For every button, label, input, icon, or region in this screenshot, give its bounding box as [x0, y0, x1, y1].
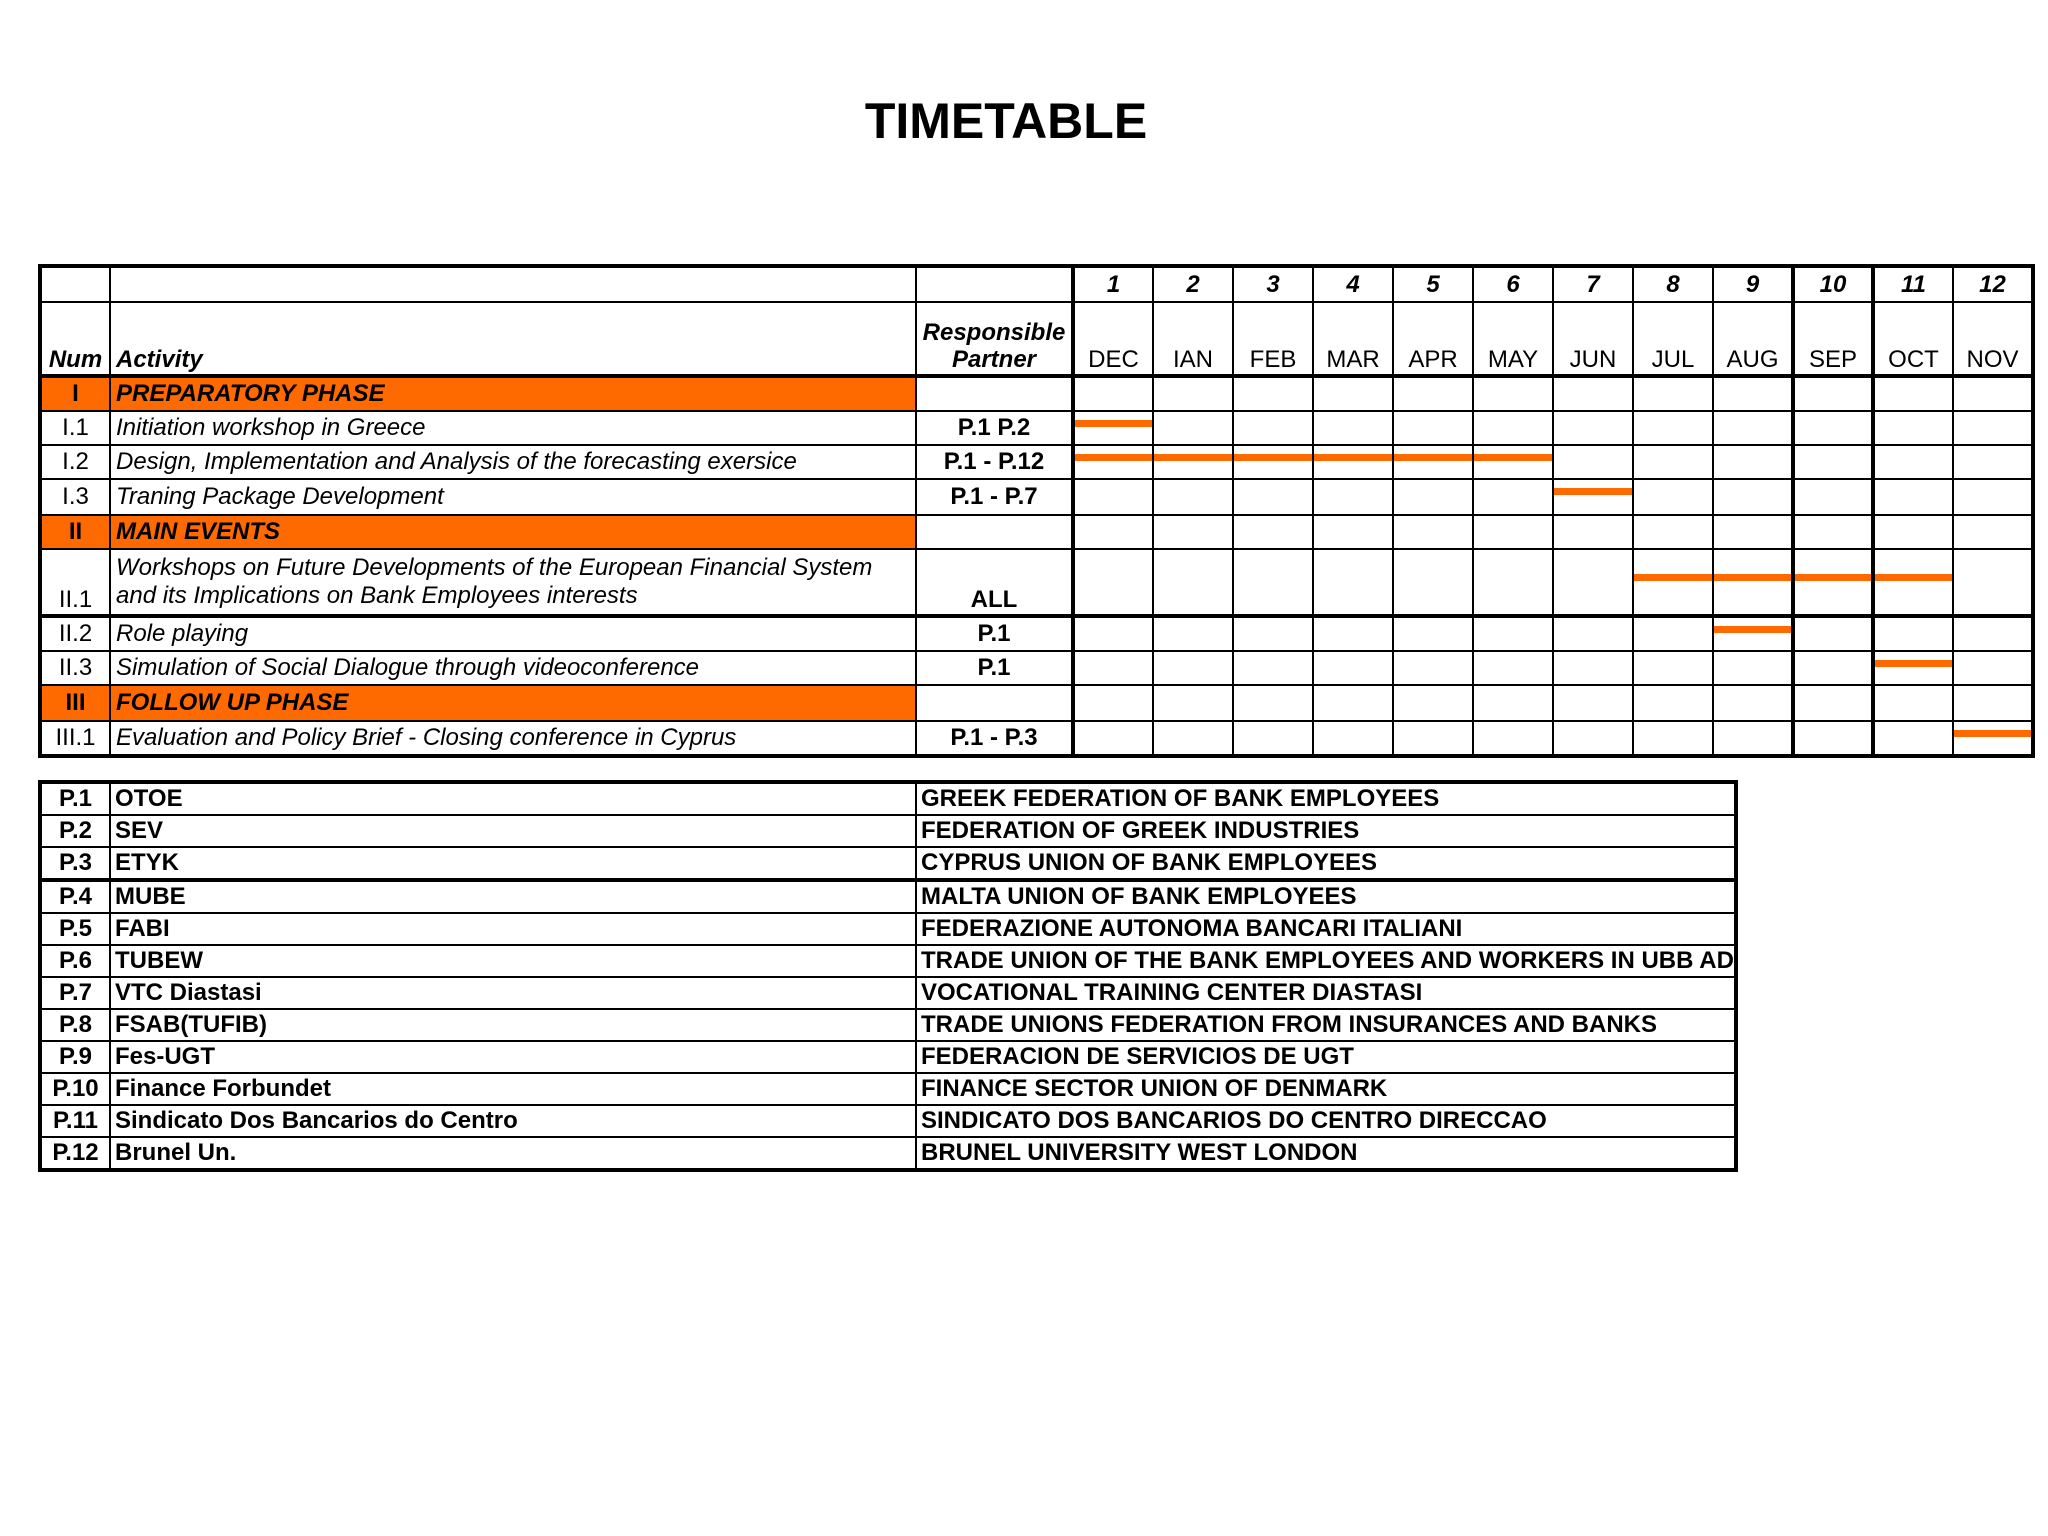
schedule-bar [1714, 574, 1793, 581]
month-cell-3 [1233, 515, 1313, 549]
partner-short-name: Brunel Un. [110, 1137, 916, 1170]
schedule-bar [1154, 454, 1233, 461]
partner-short-name: TUBEW [110, 945, 916, 977]
month-cell-4 [1313, 479, 1393, 515]
partner-short-name: FABI [110, 913, 916, 945]
month-cell-10 [1793, 376, 1873, 411]
month-name-sep: SEP [1793, 302, 1873, 376]
row-number: II [40, 515, 110, 549]
month-cell-1 [1073, 515, 1153, 549]
month-cell-5 [1393, 376, 1473, 411]
month-cell-12 [1953, 651, 2033, 685]
partner-row [40, 945, 1736, 977]
month-cell-5 [1393, 651, 1473, 685]
month-cell-2 [1153, 479, 1233, 515]
month-cell-2 [1153, 616, 1233, 651]
partner-short-name: ETYK [110, 847, 916, 880]
month-cell-11 [1873, 651, 1953, 685]
month-cell-1 [1073, 616, 1153, 651]
partner-row [40, 782, 1736, 815]
month-name-ian: IAN [1153, 302, 1233, 376]
activity-label: Initiation workshop in Greece [110, 411, 916, 445]
month-cell-7 [1553, 376, 1633, 411]
month-cell-5 [1393, 445, 1473, 479]
blank-cell [40, 266, 110, 302]
month-name-may: MAY [1473, 302, 1553, 376]
partner-short-name: Sindicato Dos Bancarios do Centro [110, 1105, 916, 1137]
blank-cell [110, 266, 916, 302]
month-number-12: 12 [1953, 266, 2033, 302]
month-cell-5 [1393, 549, 1473, 616]
month-cell-10 [1793, 445, 1873, 479]
responsible-partner: P.1 - P.7 [916, 479, 1073, 515]
month-cell-12 [1953, 721, 2033, 756]
month-cell-3 [1233, 376, 1313, 411]
row-number: III.1 [40, 721, 110, 756]
month-number-9: 9 [1713, 266, 1793, 302]
month-cell-8 [1633, 411, 1713, 445]
month-cell-10 [1793, 411, 1873, 445]
month-number-7: 7 [1553, 266, 1633, 302]
month-cell-2 [1153, 515, 1233, 549]
phase-label: PREPARATORY PHASE [110, 376, 916, 411]
schedule-bar [1634, 574, 1713, 581]
schedule-bar [1234, 454, 1313, 461]
month-name-feb: FEB [1233, 302, 1313, 376]
month-cell-6 [1473, 411, 1553, 445]
responsible-partner [916, 685, 1073, 721]
month-cell-9 [1713, 549, 1793, 616]
month-cell-1 [1073, 479, 1153, 515]
month-cell-6 [1473, 479, 1553, 515]
month-cell-4 [1313, 616, 1393, 651]
month-cell-9 [1713, 445, 1793, 479]
month-cell-9 [1713, 376, 1793, 411]
month-cell-8 [1633, 616, 1713, 651]
month-cell-1 [1073, 651, 1153, 685]
month-cell-6 [1473, 376, 1553, 411]
schedule-bar [1795, 574, 1873, 581]
month-cell-6 [1473, 616, 1553, 651]
row-number: III [40, 685, 110, 721]
month-cell-3 [1233, 479, 1313, 515]
month-cell-12 [1953, 479, 2033, 515]
month-cell-5 [1393, 515, 1473, 549]
task-row-II-3 [40, 651, 2033, 685]
activity-label: Evaluation and Policy Brief - Closing conference in Cyprus [110, 721, 916, 756]
month-cell-4 [1313, 411, 1393, 445]
month-name-aug: AUG [1713, 302, 1793, 376]
month-name-nov: NOV [1953, 302, 2033, 376]
partner-row [40, 913, 1736, 945]
month-cell-12 [1953, 515, 2033, 549]
partner-row [40, 977, 1736, 1009]
month-cell-10 [1793, 479, 1873, 515]
schedule-bar [1954, 730, 2031, 737]
schedule-bar [1075, 454, 1153, 461]
task-row-III-1 [40, 721, 2033, 756]
month-cell-4 [1313, 445, 1393, 479]
month-cell-9 [1713, 479, 1793, 515]
month-cell-6 [1473, 445, 1553, 479]
month-name-jul: JUL [1633, 302, 1713, 376]
partner-code: P.7 [40, 977, 110, 1009]
partner-code: P.4 [40, 880, 110, 913]
month-cell-7 [1553, 411, 1633, 445]
month-name-apr: APR [1393, 302, 1473, 376]
activity-label: Simulation of Social Dialogue through videoconference [110, 651, 916, 685]
activity-label: Role playing [110, 616, 916, 651]
partner-header [916, 302, 1073, 376]
month-cell-1 [1073, 721, 1153, 756]
month-cell-10 [1793, 549, 1873, 616]
month-cell-9 [1713, 411, 1793, 445]
partner-row [40, 815, 1736, 847]
row-number: II.2 [40, 616, 110, 651]
responsible-partner: P.1 - P.12 [916, 445, 1073, 479]
row-number: I.2 [40, 445, 110, 479]
partners-table [38, 780, 1738, 1172]
month-cell-1 [1073, 411, 1153, 445]
month-cell-7 [1553, 685, 1633, 721]
month-cell-5 [1393, 616, 1473, 651]
partner-full-name: VOCATIONAL TRAINING CENTER DIASTASI [916, 977, 1736, 1009]
row-number: II.3 [40, 651, 110, 685]
month-cell-2 [1153, 376, 1233, 411]
responsible-partner: P.1 - P.3 [916, 721, 1073, 756]
month-cell-10 [1793, 515, 1873, 549]
month-cell-7 [1553, 445, 1633, 479]
month-cell-7 [1553, 651, 1633, 685]
month-name-dec: DEC [1073, 302, 1153, 376]
partner-row [40, 1137, 1736, 1170]
month-cell-8 [1633, 445, 1713, 479]
partner-full-name: CYPRUS UNION OF BANK EMPLOYEES [916, 847, 1736, 880]
month-cell-12 [1953, 616, 2033, 651]
partner-short-name: FSAB(TUFIB) [110, 1009, 916, 1041]
month-cell-2 [1153, 721, 1233, 756]
month-name-jun: JUN [1553, 302, 1633, 376]
month-cell-3 [1233, 651, 1313, 685]
month-cell-5 [1393, 721, 1473, 756]
month-cell-6 [1473, 515, 1553, 549]
month-cell-3 [1233, 616, 1313, 651]
month-cell-3 [1233, 549, 1313, 616]
phase-label: FOLLOW UP PHASE [110, 685, 916, 721]
partner-full-name: FINANCE SECTOR UNION OF DENMARK [916, 1073, 1736, 1105]
month-cell-11 [1873, 721, 1953, 756]
row-number: I.3 [40, 479, 110, 515]
partner-full-name: GREEK FEDERATION OF BANK EMPLOYEES [916, 782, 1736, 815]
phase-row-preparatory [40, 376, 2033, 411]
timetable [38, 264, 2035, 758]
month-number-4: 4 [1313, 266, 1393, 302]
responsible-partner: P.1 P.2 [916, 411, 1073, 445]
partner-code: P.12 [40, 1137, 110, 1170]
month-cell-6 [1473, 685, 1553, 721]
month-cell-11 [1873, 376, 1953, 411]
month-cell-1 [1073, 376, 1153, 411]
task-row-II-2 [40, 616, 2033, 651]
partner-short-name: Fes-UGT [110, 1041, 916, 1073]
row-number: I.1 [40, 411, 110, 445]
month-cell-11 [1873, 549, 1953, 616]
task-row-I-1 [40, 411, 2033, 445]
responsible-partner [916, 515, 1073, 549]
partner-short-name: OTOE [110, 782, 916, 815]
partner-header-line2: Partner [951, 346, 1037, 374]
month-cell-8 [1633, 721, 1713, 756]
partner-full-name: FEDERACION DE SERVICIOS DE UGT [916, 1041, 1736, 1073]
partner-code: P.1 [40, 782, 110, 815]
phase-label: MAIN EVENTS [110, 515, 916, 549]
month-cell-7 [1553, 515, 1633, 549]
month-cell-9 [1713, 685, 1793, 721]
partner-full-name: TRADE UNIONS FEDERATION FROM INSURANCES AND BANKS [916, 1009, 1736, 1041]
num-header: Num [40, 302, 110, 376]
partner-code: P.3 [40, 847, 110, 880]
partner-header-line1: Responsible [922, 318, 1066, 346]
month-cell-8 [1633, 515, 1713, 549]
month-number-2: 2 [1153, 266, 1233, 302]
month-cell-4 [1313, 515, 1393, 549]
month-number-row [40, 266, 2033, 302]
partner-row [40, 1041, 1736, 1073]
month-cell-8 [1633, 685, 1713, 721]
partner-full-name: FEDERAZIONE AUTONOMA BANCARI ITALIANI [916, 913, 1736, 945]
month-cell-3 [1233, 411, 1313, 445]
responsible-partner: P.1 [916, 616, 1073, 651]
month-cell-11 [1873, 515, 1953, 549]
month-number-8: 8 [1633, 266, 1713, 302]
partner-row [40, 1009, 1736, 1041]
schedule-bar [1394, 454, 1473, 461]
month-cell-4 [1313, 685, 1393, 721]
month-cell-8 [1633, 376, 1713, 411]
month-cell-9 [1713, 616, 1793, 651]
month-cell-10 [1793, 651, 1873, 685]
month-cell-10 [1793, 721, 1873, 756]
month-cell-10 [1793, 616, 1873, 651]
month-cell-9 [1713, 721, 1793, 756]
month-cell-11 [1873, 616, 1953, 651]
month-cell-4 [1313, 651, 1393, 685]
phase-row-follow-up [40, 685, 2033, 721]
month-cell-8 [1633, 651, 1713, 685]
month-number-11: 11 [1873, 266, 1953, 302]
schedule-bar [1474, 454, 1553, 461]
month-cell-11 [1873, 411, 1953, 445]
activity-label: Design, Implementation and Analysis of the forecasting exersice [110, 445, 916, 479]
month-cell-7 [1553, 721, 1633, 756]
phase-row-main-events [40, 515, 2033, 549]
month-cell-7 [1553, 616, 1633, 651]
month-cell-8 [1633, 549, 1713, 616]
month-cell-2 [1153, 685, 1233, 721]
month-cell-2 [1153, 549, 1233, 616]
month-cell-2 [1153, 411, 1233, 445]
responsible-partner: P.1 [916, 651, 1073, 685]
page-title: TIMETABLE [864, 93, 1148, 149]
month-cell-4 [1313, 721, 1393, 756]
month-cell-9 [1713, 651, 1793, 685]
month-cell-2 [1153, 651, 1233, 685]
month-cell-8 [1633, 479, 1713, 515]
month-cell-12 [1953, 376, 2033, 411]
partner-row [40, 1105, 1736, 1137]
task-row-II-1 [40, 549, 2033, 616]
partner-full-name: TRADE UNION OF THE BANK EMPLOYEES AND WORKERS IN UBB AD [916, 945, 1736, 977]
partner-short-name: VTC Diastasi [110, 977, 916, 1009]
month-cell-3 [1233, 721, 1313, 756]
partner-full-name: SINDICATO DOS BANCARIOS DO CENTRO DIRECCAO [916, 1105, 1736, 1137]
month-cell-7 [1553, 549, 1633, 616]
month-cell-2 [1153, 445, 1233, 479]
partner-code: P.5 [40, 913, 110, 945]
task-row-I-3 [40, 479, 2033, 515]
activity-header: Activity [110, 302, 916, 376]
month-cell-11 [1873, 479, 1953, 515]
month-name-oct: OCT [1873, 302, 1953, 376]
month-name-mar: MAR [1313, 302, 1393, 376]
month-cell-12 [1953, 685, 2033, 721]
schedule-bar [1554, 488, 1633, 495]
column-header-row [40, 302, 2033, 376]
responsible-partner: ALL [916, 549, 1073, 616]
month-cell-11 [1873, 445, 1953, 479]
month-cell-1 [1073, 549, 1153, 616]
activity-label: Workshops on Future Developments of the European Financial System and its Implications on Bank Employees interests [110, 549, 916, 616]
month-cell-6 [1473, 651, 1553, 685]
month-cell-3 [1233, 685, 1313, 721]
partner-code: P.6 [40, 945, 110, 977]
row-number: II.1 [40, 549, 110, 616]
month-cell-1 [1073, 445, 1153, 479]
month-cell-12 [1953, 549, 2033, 616]
activity-label: Traning Package Development [110, 479, 916, 515]
month-cell-1 [1073, 685, 1153, 721]
partner-code: P.9 [40, 1041, 110, 1073]
month-cell-5 [1393, 479, 1473, 515]
month-cell-6 [1473, 721, 1553, 756]
partner-row [40, 880, 1736, 913]
month-cell-9 [1713, 515, 1793, 549]
partner-short-name: Finance Forbundet [110, 1073, 916, 1105]
month-number-3: 3 [1233, 266, 1313, 302]
partner-code: P.10 [40, 1073, 110, 1105]
row-number: I [40, 376, 110, 411]
partner-full-name: FEDERATION OF GREEK INDUSTRIES [916, 815, 1736, 847]
schedule-bar [1714, 626, 1793, 633]
month-cell-11 [1873, 685, 1953, 721]
partner-row [40, 1073, 1736, 1105]
month-cell-3 [1233, 445, 1313, 479]
month-cell-12 [1953, 411, 2033, 445]
partner-code: P.11 [40, 1105, 110, 1137]
partner-short-name: MUBE [110, 880, 916, 913]
schedule-bar [1875, 574, 1953, 581]
schedule-bar [1875, 660, 1953, 667]
month-number-10: 10 [1793, 266, 1873, 302]
partner-full-name: MALTA UNION OF BANK EMPLOYEES [916, 880, 1736, 913]
partner-code: P.2 [40, 815, 110, 847]
month-cell-12 [1953, 445, 2033, 479]
task-row-I-2 [40, 445, 2033, 479]
blank-cell [916, 266, 1073, 302]
month-cell-4 [1313, 376, 1393, 411]
month-number-6: 6 [1473, 266, 1553, 302]
month-number-5: 5 [1393, 266, 1473, 302]
schedule-bar [1075, 420, 1153, 427]
month-cell-4 [1313, 549, 1393, 616]
month-cell-10 [1793, 685, 1873, 721]
responsible-partner [916, 376, 1073, 411]
schedule-bar [1314, 454, 1393, 461]
month-cell-5 [1393, 685, 1473, 721]
month-number-1: 1 [1073, 266, 1153, 302]
partner-full-name: BRUNEL UNIVERSITY WEST LONDON [916, 1137, 1736, 1170]
month-cell-6 [1473, 549, 1553, 616]
partner-row [40, 847, 1736, 880]
partner-code: P.8 [40, 1009, 110, 1041]
month-cell-7 [1553, 479, 1633, 515]
partner-short-name: SEV [110, 815, 916, 847]
month-cell-5 [1393, 411, 1473, 445]
